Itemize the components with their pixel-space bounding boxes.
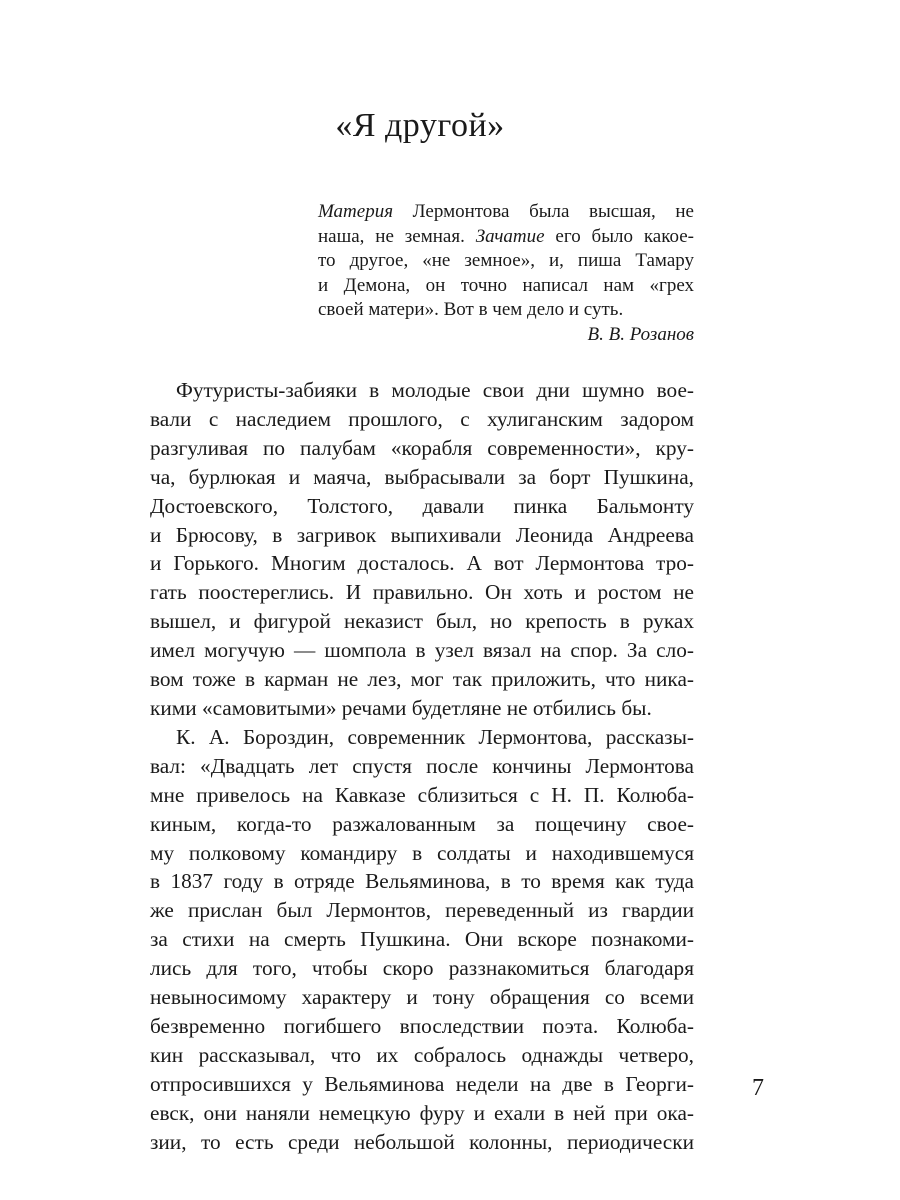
text-line: ча, бурлюкая и маяча, выбрасывали за борт Пушкина, xyxy=(150,464,694,489)
text-line: вал: «Двадцать лет спустя после кончины Лермонтова xyxy=(150,753,694,778)
epigraph-emphasis: Материя xyxy=(318,201,394,222)
text-line: и Горького. Многим досталось. А вот Лермонтова тро- xyxy=(150,551,694,576)
text-line: му полковому командиру в солдаты и находившемуся xyxy=(150,840,694,865)
epigraph xyxy=(318,200,694,348)
text-line: Футуристы-забияки в молодые свои дни шумно вое- xyxy=(176,378,694,402)
text-line: зии, то есть среди небольшой колонны, периодически xyxy=(150,1129,694,1154)
text-line: киным, когда-то разжалованным за пощечину свое- xyxy=(150,811,694,836)
epigraph-emphasis: Зачатие xyxy=(475,225,545,247)
text-line: К. А. Бороздин, современник Лермонтова, рассказы- xyxy=(176,724,694,749)
text-line: лись для того, чтобы скоро раззнакомиться благодаря xyxy=(150,956,694,981)
page-number: 7 xyxy=(752,1075,764,1101)
text-line: имел могучую — шомпола в узел вязал на спор. За сло- xyxy=(150,638,694,663)
text-line: и Брюсову, в загривок выпихивали Леонида Андреева xyxy=(150,522,694,547)
text-line: безвременно погибшего впоследствии поэта. Колюба- xyxy=(150,1013,694,1038)
text-line: же прислан был Лермонтов, переведенный из гвардии xyxy=(150,898,694,923)
text-line: разгуливая по палубам «корабля современности», кру- xyxy=(150,435,694,460)
epigraph-line: и Демона, он точно написал нам «грех xyxy=(318,274,694,296)
text-line: кими «самовитыми» речами будетляне не отбились бы. xyxy=(150,695,652,720)
epigraph-author: В. В. Розанов xyxy=(587,323,694,345)
text-line: отпросившихся у Вельяминова недели на две в Георги- xyxy=(150,1071,694,1096)
text-line: кин рассказывал, что их собралось однажды четверо, xyxy=(150,1042,694,1067)
epigraph-line: наша, не земная. Зачатие его было какое- xyxy=(318,225,694,247)
main-text xyxy=(150,376,694,1156)
text-line: Достоевского, Толстого, давали пинка Бальмонту xyxy=(150,493,694,518)
text-line: вом тоже в карман не лез, мог так приложить, что ника- xyxy=(150,667,694,692)
text-line: невыносимому характеру и тону обращения со всеми xyxy=(150,985,694,1010)
epigraph-line: то другое, «не земное», и, пиша Тамару xyxy=(318,250,694,272)
chapter-title: «Я другой» xyxy=(335,107,505,144)
epigraph-line: Материя Лермонтова была высшая, не xyxy=(318,201,694,222)
text-line: за стихи на смерть Пушкина. Они вскоре познакоми- xyxy=(150,927,694,952)
text-line: вали с наследием прошлого, с хулиганским задором xyxy=(150,406,694,431)
text-line: мне привелось на Кавказе сблизиться с Н. П. Колюба- xyxy=(150,782,694,807)
epigraph-line: своей матери». Вот в чем дело и суть. xyxy=(318,299,624,321)
text-line: в 1837 году в отряде Вельяминова, в то время как туда xyxy=(150,869,694,894)
text-line: гать поостереглись. И правильно. Он хоть и ростом не xyxy=(150,580,694,605)
text-line: вышел, и фигурой неказист был, но крепость в руках xyxy=(150,609,694,634)
text-line: евск, они наняли немецкую фуру и ехали в ней при oка- xyxy=(150,1100,694,1125)
